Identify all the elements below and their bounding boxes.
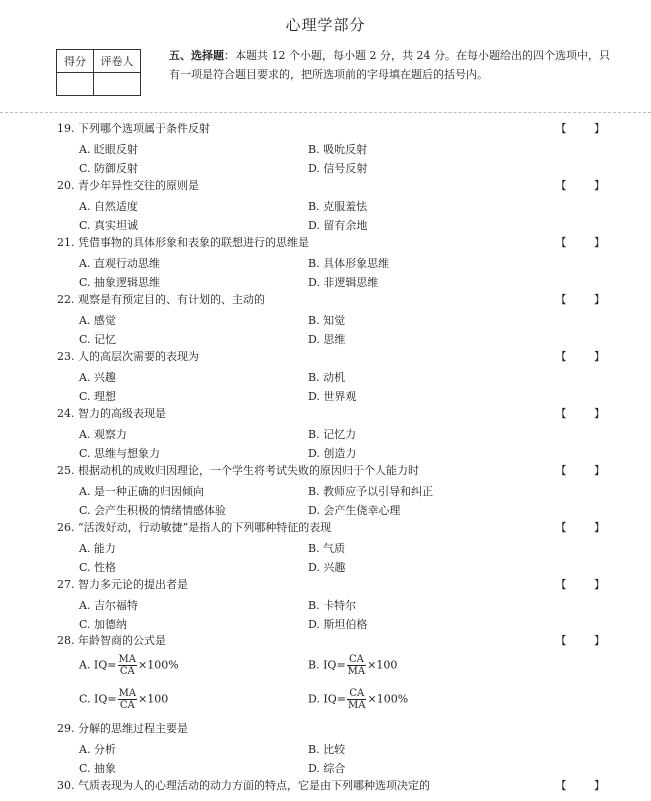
fraction (118, 654, 137, 677)
question-stem: 20. 青少年异性交往的原则是 (57, 179, 199, 192)
formula-prefix: C. IQ= (79, 692, 117, 706)
option-a: A. 吉尔福特 (79, 599, 138, 612)
option-d: D. 兴趣 (308, 561, 346, 574)
question-stem: 23. 人的高层次需要的表现为 (57, 350, 199, 363)
option-d: D. 综合 (308, 762, 346, 775)
question-26 (57, 521, 617, 535)
fraction-denominator: MA (347, 666, 366, 677)
option-d: D. 留有余地 (308, 219, 368, 232)
formula-suffix: ×100 (367, 658, 398, 672)
option-c: C. 真实坦诚 (79, 219, 139, 232)
option-b: B. 记忆力 (308, 428, 357, 441)
option-a: A. 直观行动思维 (79, 257, 160, 270)
question-28 (57, 634, 617, 648)
question-stem: 29. 分解的思维过程主要是 (57, 722, 188, 735)
answer-bracket[interactable]: 【 】 (555, 350, 617, 363)
option-a: A. 分析 (79, 743, 116, 756)
question-stem: 30. 气质表现为人的心理活动的动力方面的特点，它是由下列哪种选项决定的 (57, 779, 430, 792)
option-a: A. 是一种正确的归因倾向 (79, 485, 204, 498)
question-22 (57, 293, 617, 307)
option-b: B. 吸吮反射 (308, 143, 368, 156)
grader-cell[interactable] (94, 73, 141, 96)
answer-bracket[interactable]: 【 】 (555, 578, 617, 591)
answer-bracket[interactable]: 【 】 (555, 521, 617, 534)
formula-suffix: ×100% (138, 658, 179, 672)
option-d: D. 斯坦伯格 (308, 618, 368, 631)
fraction (347, 688, 366, 711)
answer-bracket[interactable]: 【 】 (555, 634, 617, 647)
option-a: A. 能力 (79, 542, 116, 555)
option-c: C. 抽象 (79, 762, 117, 775)
answer-bracket[interactable]: 【 】 (555, 122, 617, 135)
option-a (79, 654, 179, 677)
option-b: B. 动机 (308, 371, 346, 384)
formula-prefix: A. IQ= (79, 658, 117, 672)
fraction-denominator: MA (348, 700, 366, 711)
answer-bracket[interactable]: 【 】 (555, 407, 617, 420)
formula-suffix: ×100 (138, 692, 169, 706)
answer-bracket[interactable]: 【 】 (555, 236, 617, 249)
fraction (118, 688, 137, 711)
question-27 (57, 578, 617, 592)
question-stem: 25. 根据动机的成败归因理论，一个学生将考试失败的原因归于个人能力时 (57, 464, 419, 477)
answer-bracket[interactable]: 【 】 (555, 179, 617, 192)
section-heading: 五、选择题 (169, 49, 224, 62)
option-d (308, 688, 408, 711)
fraction-numerator: CA (347, 688, 366, 700)
option-c (79, 688, 168, 711)
option-c: C. 加德纳 (79, 618, 128, 631)
option-d: D. 信号反射 (308, 162, 368, 175)
formula-prefix: B. IQ= (308, 658, 346, 672)
score-cell[interactable] (57, 73, 94, 96)
option-c: C. 记忆 (79, 333, 117, 346)
question-stem: 19. 下列哪个选项属于条件反射 (57, 122, 210, 135)
option-b (308, 654, 397, 677)
page-title: 心理学部分 (285, 16, 366, 34)
option-c: C. 理想 (79, 390, 117, 403)
fraction-numerator: MA (118, 688, 137, 699)
section-instructions-text: ：本题共 12 个小题，每小题 2 分，共 24 分。在每小题给出的四个选项中，只有一项是符合题目要求的，把所选项前的字母填在题后的括号内。 (169, 49, 610, 81)
question-stem: 28. 年龄智商的公式是 (57, 634, 166, 647)
question-30 (57, 779, 617, 793)
score-table (56, 49, 141, 96)
option-c: C. 思维与想象力 (79, 447, 161, 460)
answer-bracket[interactable]: 【 】 (555, 464, 617, 477)
question-21 (57, 236, 617, 250)
fraction-denominator: CA (119, 666, 135, 677)
grader-label: 评卷人 (94, 50, 141, 73)
option-a: A. 感觉 (79, 314, 116, 327)
fraction-numerator: MA (118, 654, 136, 665)
formula-prefix: D. IQ= (308, 692, 347, 706)
question-25 (57, 464, 617, 478)
question-stem: 22. 观察是有预定目的、有计划的、主动的 (57, 293, 265, 306)
fraction-denominator: CA (119, 700, 135, 711)
question-stem: 24. 智力的高级表现是 (57, 407, 166, 420)
question-stem: 26. “活泼好动，行动敏捷”是指人的下列哪种特征的表现 (57, 521, 332, 534)
option-c: C. 抽象逻辑思维 (79, 276, 161, 289)
option-b: B. 卡特尔 (308, 599, 357, 612)
question-stem: 27. 智力多元论的提出者是 (57, 578, 188, 591)
option-b: B. 比较 (308, 743, 346, 756)
option-b: B. 克服羞怯 (308, 200, 368, 213)
section-instructions (169, 46, 619, 84)
question-24 (57, 407, 617, 421)
option-d: D. 非逻辑思维 (308, 276, 379, 289)
question-stem: 21. 凭借事物的具体形象和表象的联想进行的思维是 (57, 236, 309, 249)
question-19 (57, 122, 617, 136)
formula-suffix: ×100% (367, 692, 409, 706)
answer-bracket[interactable]: 【 】 (555, 293, 617, 306)
answer-bracket[interactable]: 【 】 (555, 779, 617, 792)
option-c: C. 性格 (79, 561, 117, 574)
option-b: B. 知觉 (308, 314, 346, 327)
option-d: D. 世界观 (308, 390, 357, 403)
fraction (347, 654, 366, 677)
option-a: A. 兴趣 (79, 371, 116, 384)
option-a: A. 眨眼反射 (79, 143, 138, 156)
option-d: D. 会产生侥幸心理 (308, 504, 401, 517)
option-a: A. 自然适度 (79, 200, 138, 213)
score-label: 得分 (57, 50, 94, 73)
option-b: B. 教师应予以引导和纠正 (308, 485, 434, 498)
question-29 (57, 722, 617, 736)
question-23 (57, 350, 617, 364)
option-b: B. 具体形象思维 (308, 257, 390, 270)
option-c: C. 会产生积极的情绪情感体验 (79, 504, 227, 517)
option-a: A. 观察力 (79, 428, 127, 441)
option-c: C. 防御反射 (79, 162, 139, 175)
section-divider (0, 112, 651, 113)
question-20 (57, 179, 617, 193)
option-d: D. 思维 (308, 333, 346, 346)
option-b: B. 气质 (308, 542, 346, 555)
fraction-numerator: CA (347, 654, 366, 666)
option-d: D. 创造力 (308, 447, 357, 460)
